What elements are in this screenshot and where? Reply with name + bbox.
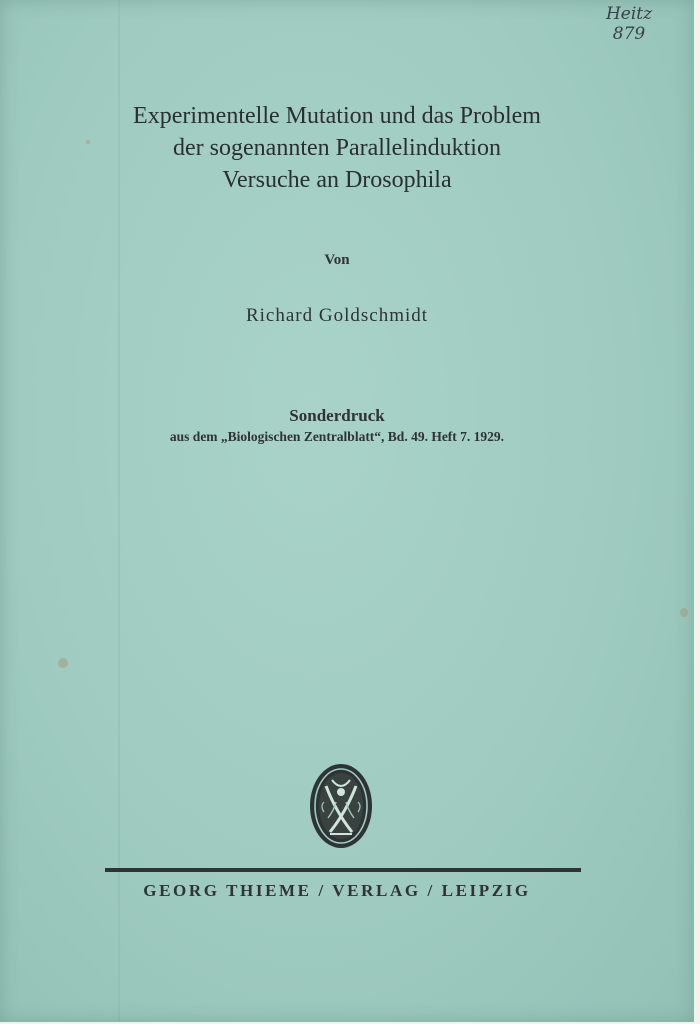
handwritten-note-name: Heitz: [605, 4, 653, 24]
handwritten-note: [594, 4, 664, 44]
publisher-seal-icon: [308, 762, 374, 850]
author-name: Richard Goldschmidt: [245, 305, 429, 326]
reprint-label: Sonderdruck: [289, 406, 385, 425]
reprint-source: aus dem „Biologischen Zentralblatt“, Bd. 49. Heft 7. 1929.: [169, 429, 505, 444]
handwritten-note-number: 879: [612, 24, 646, 44]
stain-spot: [680, 608, 688, 617]
stain-spot: [86, 140, 90, 144]
stain-spot: [58, 658, 68, 668]
title-line-1: Experimentelle Mutation und das Problem: [133, 103, 541, 129]
publisher-imprint: GEORG THIEME / VERLAG / LEIPZIG: [143, 881, 531, 900]
title-line-2: der sogenannten Parallelinduktion: [173, 135, 501, 161]
imprint-rule: [105, 868, 581, 872]
byline-von: Von: [324, 252, 350, 268]
title-line-3: Versuche an Drosophila: [222, 167, 452, 193]
document-title: [40, 100, 634, 196]
